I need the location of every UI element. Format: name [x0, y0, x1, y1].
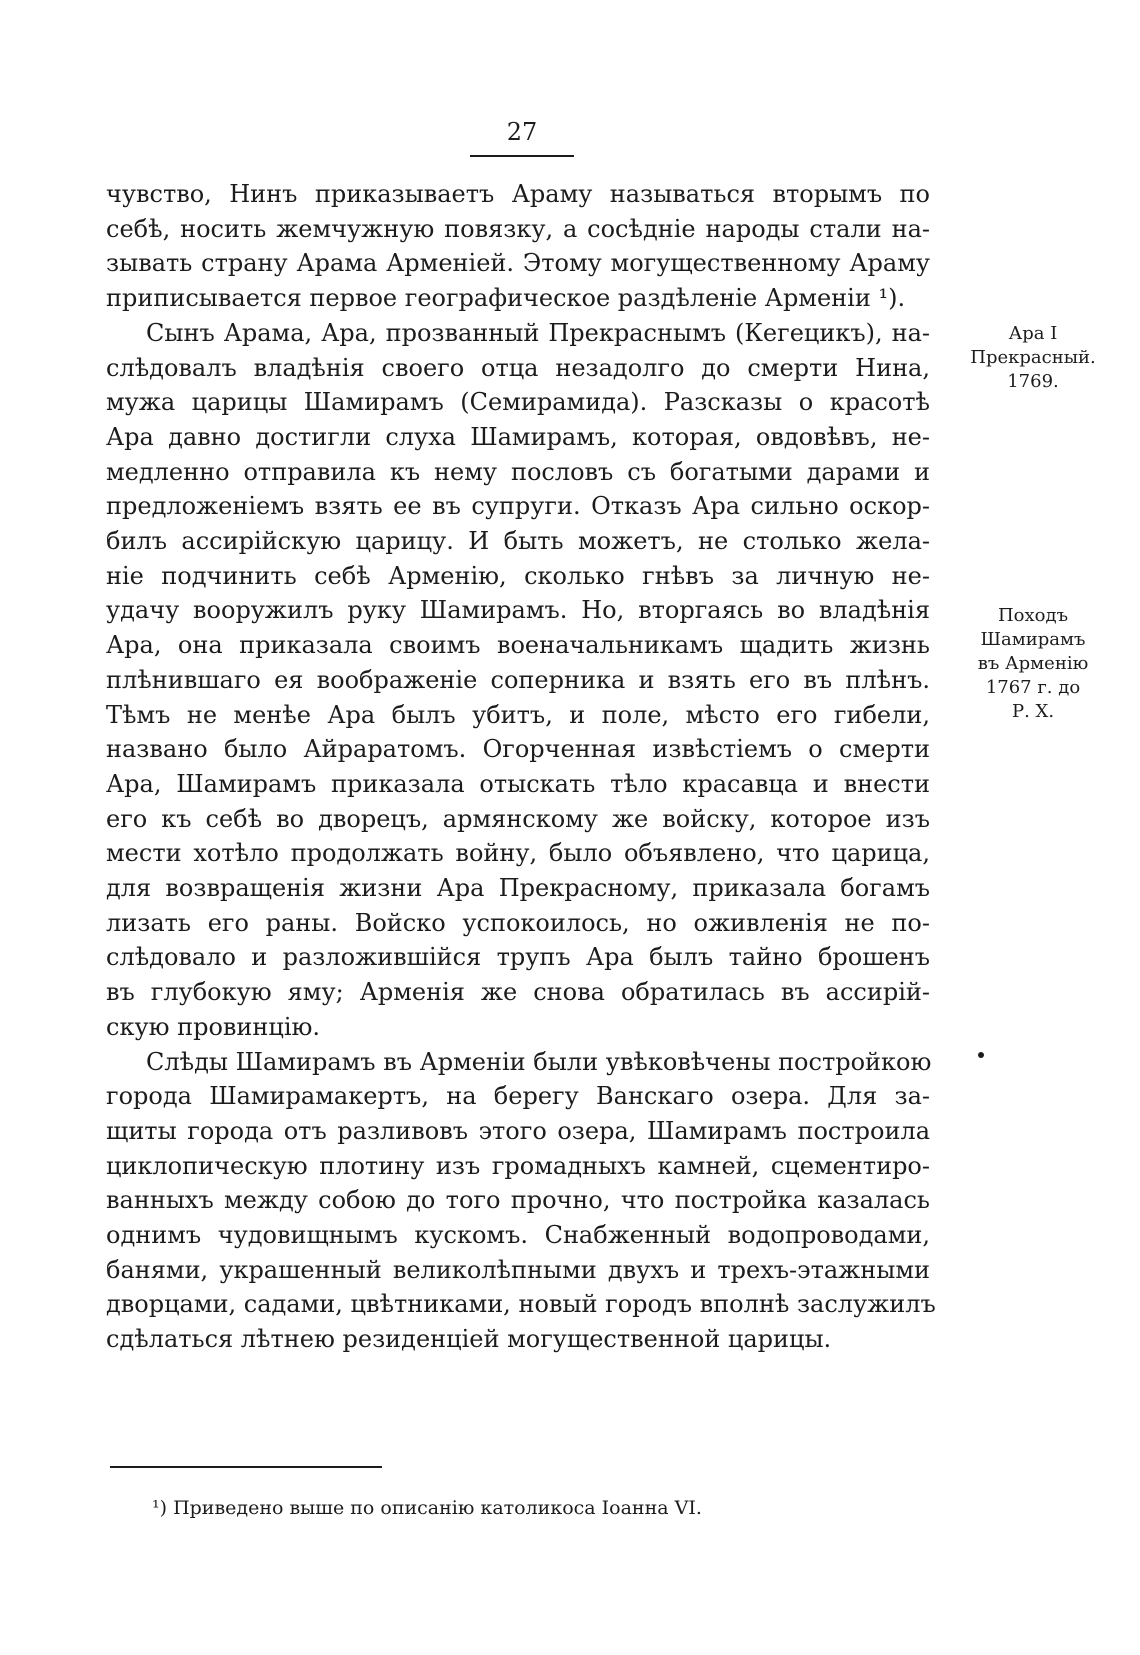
margin-note-line: Шамирамъ [980, 629, 1086, 650]
text-line: Ара, она приказала своимъ военачальникамъ щадить жизнь [106, 631, 930, 660]
text-line: Слѣды Шамирамъ въ Арменіи были увѣковѣчены постройкою [146, 1047, 932, 1076]
text-line: ванныхъ между собою до того прочно, что постройка казалась [106, 1186, 930, 1215]
text-line: лизать его раны. Войско успокоилось, но оживленія не по- [106, 908, 930, 937]
text-line: дворцами, садами, цвѣтниками, новый городъ вполнѣ заслужилъ [106, 1290, 936, 1319]
text-line: ніе подчинить себѣ Арменію, сколько гнѣвъ за личную не- [106, 561, 930, 590]
footnote: ¹) Приведено выше по описанію католикоса Іоанна VI. [152, 1497, 702, 1519]
margin-note-line: 1767 г. до [985, 677, 1081, 698]
text-line: банями, украшенный великолѣпными двухъ и трехъ-этажными [106, 1255, 930, 1284]
margin-note-line: 1769. [1007, 371, 1059, 392]
margin-note-line: Прекрасный. [970, 347, 1096, 368]
text-line: зывать страну Арама Арменіей. Этому могущественному Араму [106, 249, 930, 278]
text-line: билъ ассирійскую царицу. И быть можетъ, не столько жела- [106, 527, 930, 555]
text-line: медленно отправила къ нему пословъ съ богатыми дарами и [106, 457, 930, 486]
margin-note-line: въ Арменію [977, 653, 1089, 674]
text-line: мужа царицы Шамирамъ (Семирамида). Разсказы о красотѣ [106, 388, 930, 417]
text-line: скую провинцію. [106, 1012, 321, 1041]
text-line: слѣдовалъ владѣнія своего отца незадолго до смерти Нина, [106, 353, 930, 382]
text-line: предложеніемъ взять ее въ супруги. Отказъ Ара сильно оскор- [106, 492, 930, 521]
margin-note-line: Ара I [1008, 323, 1058, 344]
text-line: щиты города отъ разливовъ этого озера, Шамирамъ построила [106, 1116, 930, 1145]
text-line: Сынъ Арама, Ара, прозванный Прекраснымъ (Кегецикъ), на- [146, 318, 930, 347]
text-line: его къ себѣ во дворецъ, армянскому же войску, которое изъ [106, 804, 930, 833]
text-line: чувство, Нинъ приказываетъ Араму называться вторымъ по [106, 180, 930, 208]
text-line: названо было Айраратомъ. Огорченная извѣстіемъ о смерти [106, 735, 930, 764]
text-line: слѣдовало и разложившійся трупъ Ара былъ тайно брошенъ [106, 943, 930, 972]
text-line: себѣ, носить жемчужную повязку, а сосѣдніе народы стали на- [106, 214, 930, 243]
text-line: въ глубокую яму; Арменія же снова обратилась въ ассирій- [106, 978, 930, 1007]
text-line: однимъ чудовищнымъ кускомъ. Снабженный водопроводами, [106, 1221, 930, 1249]
text-line: Ара давно достигли слуха Шамирамъ, которая, овдовѣвъ, не- [106, 422, 930, 451]
text-line: приписывается первое географическое раздѣленіе Арменіи ¹). [106, 284, 906, 313]
text-line: циклопическую плотину изъ громадныхъ камней, сцементиро- [106, 1151, 930, 1180]
page-number-rule [470, 155, 574, 157]
margin-note-campaign [958, 604, 1108, 724]
text-line: Тѣмъ не менѣе Ара былъ убитъ, и поле, мѣсто его гибели, [106, 700, 930, 729]
text-line: города Шамирамакертъ, на берегу Ванскаго озера. Для за- [106, 1082, 930, 1111]
speck-dot [978, 1052, 984, 1058]
text-line: сдѣлаться лѣтнею резиденціей могущественной царицы. [106, 1325, 832, 1354]
text-line: плѣнившаго ея воображеніе соперника и взять его въ плѣнъ. [106, 665, 930, 694]
margin-note-ara [958, 322, 1108, 394]
text-line: удачу вооружилъ руку Шамирамъ. Но, вторгаясь во владѣнія [106, 596, 930, 625]
text-line: Ара, Шамирамъ приказала отыскать тѣло красавца и внести [106, 769, 930, 798]
text-line: для возвращенія жизни Ара Прекрасному, приказала богамъ [106, 874, 930, 902]
page-number: 27 [506, 118, 538, 146]
text-line: мести хотѣло продолжать войну, было объявлено, что царица, [106, 839, 930, 868]
footnote-rule [110, 1466, 382, 1468]
margin-note-line: Походъ [997, 605, 1069, 626]
margin-note-line: Р. Х. [1011, 701, 1055, 722]
